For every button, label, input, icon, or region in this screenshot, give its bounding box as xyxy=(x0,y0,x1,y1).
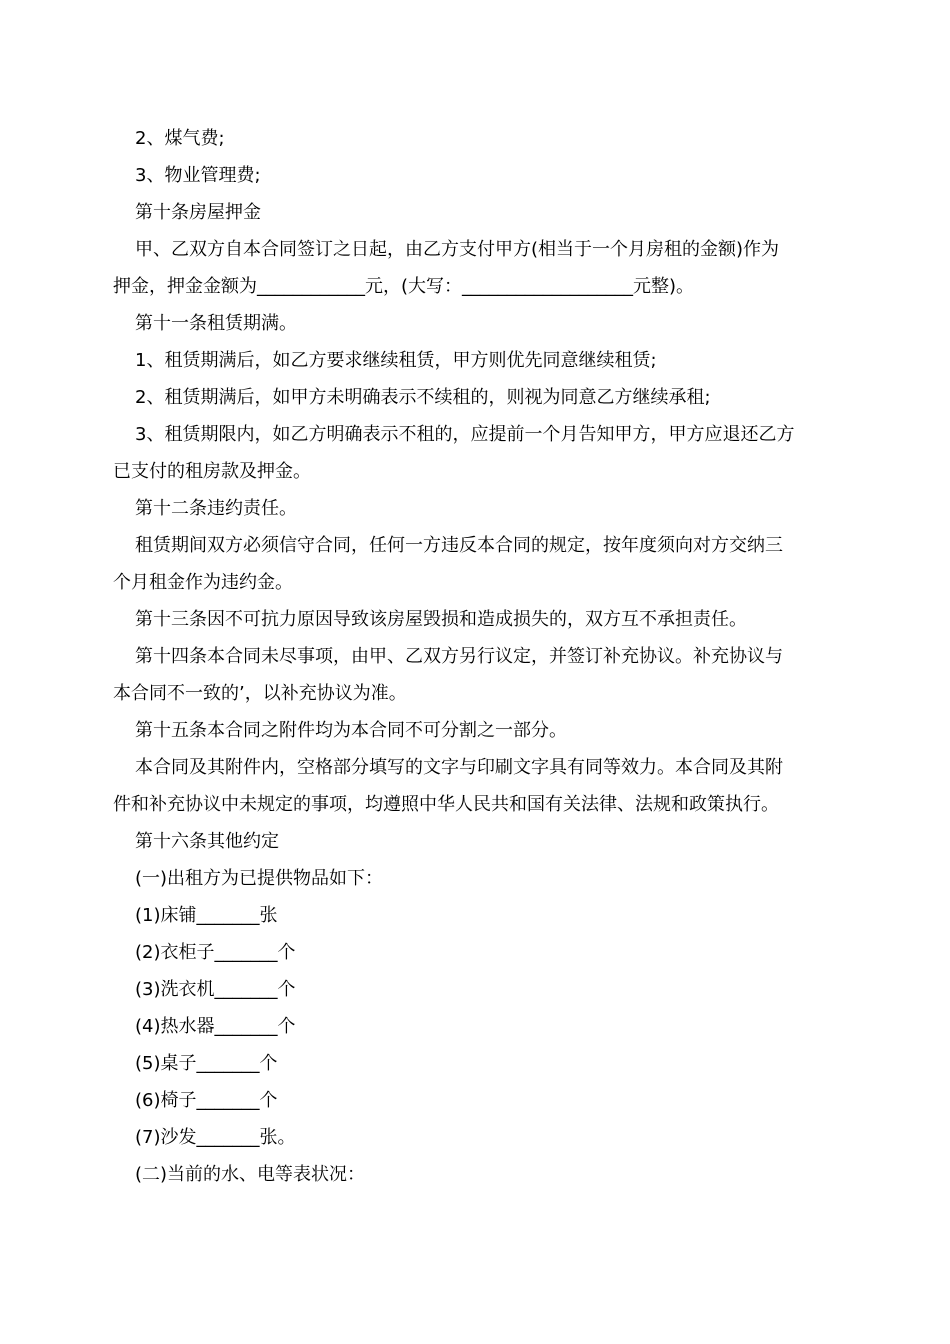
document-body xyxy=(113,120,837,1193)
text-line: 3、物业管理费; xyxy=(135,165,261,186)
text-line: 件和补充协议中未规定的事项，均遵照中华人民共和国有关法律、法规和政策执行。 xyxy=(113,794,779,815)
section-heading: 第十二条违约责任。 xyxy=(135,498,297,519)
text-line: 2、煤气费; xyxy=(135,128,225,149)
text-line: 本合同不一致的’，以补充协议为准。 xyxy=(113,683,407,704)
list-item: (5)桌子_______个 xyxy=(135,1053,278,1074)
list-item: (7)沙发_______张。 xyxy=(135,1127,296,1148)
section-heading: 第十五条本合同之附件均为本合同不可分割之一部分。 xyxy=(135,720,567,741)
section-heading: 第十条房屋押金 xyxy=(135,202,261,223)
text-line: 押金，押金金额为____________元，(大写：___________________元整)。 xyxy=(113,276,695,297)
text-line: 1、租赁期满后，如乙方要求继续租赁，甲方则优先同意继续租赁; xyxy=(135,350,657,371)
text-line: (二)当前的水、电等表状况： xyxy=(135,1164,366,1185)
section-heading: 第十三条因不可抗力原因导致该房屋毁损和造成损失的，双方互不承担责任。 xyxy=(135,609,747,630)
text-line: 3、租赁期限内，如乙方明确表示不租的，应提前一个月告知甲方，甲方应退还乙方 xyxy=(135,424,795,445)
list-item: (6)椅子_______个 xyxy=(135,1090,278,1111)
text-line: (一)出租方为已提供物品如下： xyxy=(135,868,384,889)
text-line: 个月租金作为违约金。 xyxy=(113,572,293,593)
section-heading: 第十六条其他约定 xyxy=(135,831,279,852)
list-item: (4)热水器_______个 xyxy=(135,1016,296,1037)
list-item: (1)床铺_______张 xyxy=(135,905,278,926)
list-item: (3)洗衣机_______个 xyxy=(135,979,296,1000)
text-line: 本合同及其附件内，空格部分填写的文字与印刷文字具有同等效力。本合同及其附 xyxy=(135,757,783,778)
text-line: 甲、乙双方自本合同签订之日起，由乙方支付甲方(相当于一个月房租的金额)作为 xyxy=(135,239,780,260)
section-heading: 第十一条租赁期满。 xyxy=(135,313,297,334)
section-heading: 第十四条本合同未尽事项，由甲、乙双方另行议定，并签订补充协议。补充协议与 xyxy=(135,646,783,667)
text-line: 已支付的租房款及押金。 xyxy=(113,461,311,482)
list-item: (2)衣柜子_______个 xyxy=(135,942,296,963)
text-line: 2、租赁期满后，如甲方未明确表示不续租的，则视为同意乙方继续承租; xyxy=(135,387,711,408)
text-line: 租赁期间双方必须信守合同，任何一方违反本合同的规定，按年度须向对方交纳三 xyxy=(135,535,783,556)
